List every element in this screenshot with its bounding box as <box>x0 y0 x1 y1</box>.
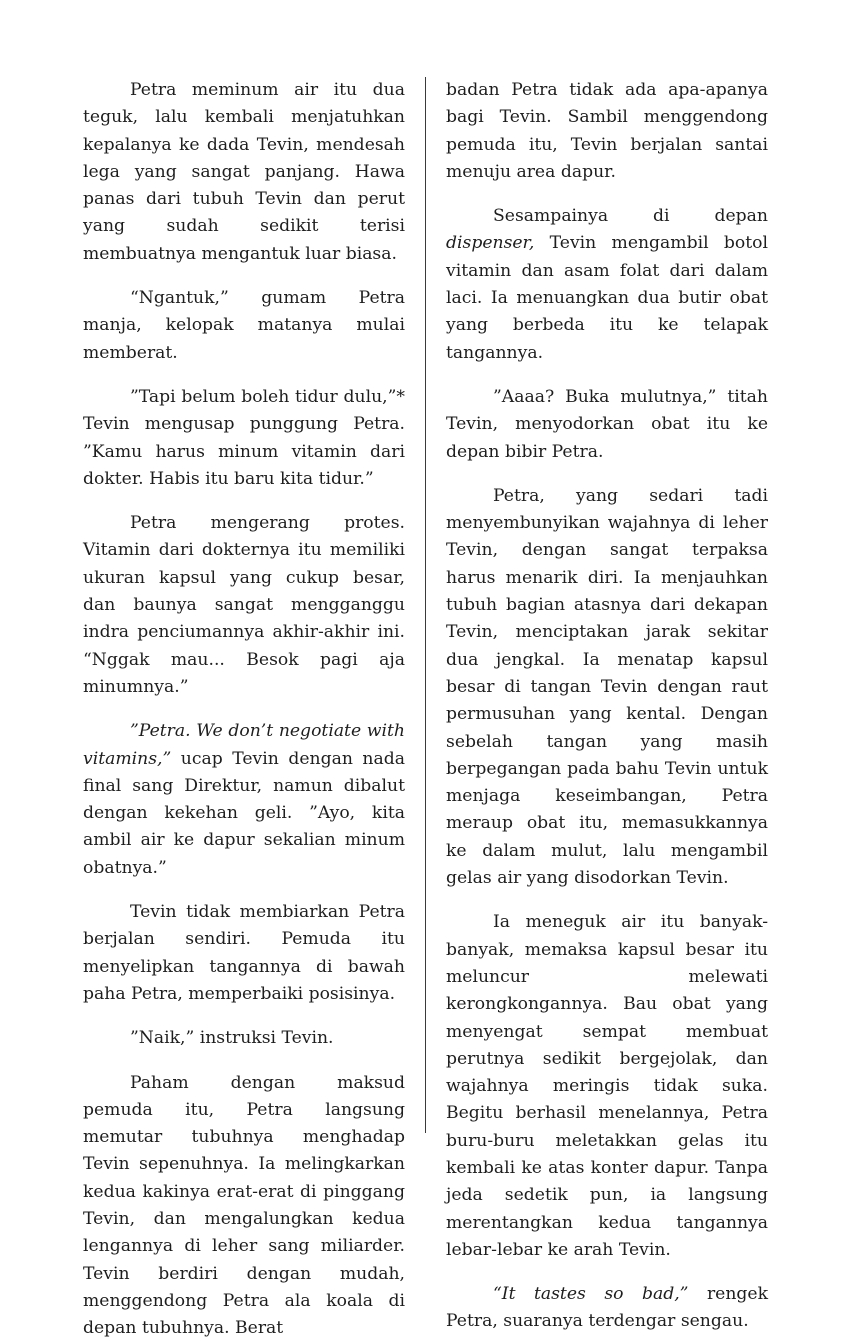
paragraph-text: Petra meminum air itu dua teguk, lalu kembali menjatuhkan kepalanya ke dada Tevin, mendesah lega yang sangat panjang. Hawa panas dari tubuh Tevin dan perut yang sudah sedikit terisi membuatnya mengantuk luar biasa. <box>83 80 405 264</box>
column-divider <box>425 77 426 1133</box>
left-column <box>83 77 405 1342</box>
paragraph <box>83 384 405 493</box>
paragraph <box>446 1281 768 1336</box>
paragraph-text: “Ngantuk,” gumam Petra manja, kelopak matanya mulai memberat. <box>83 288 405 363</box>
paragraph-text: Tevin tidak membiarkan Petra berjalan sendiri. Pemuda itu menyelipkan tangannya di bawah paha Petra, memperbaiki posisinya. <box>83 902 405 1004</box>
paragraph <box>83 1070 405 1342</box>
paragraph <box>446 483 768 892</box>
italic-dialogue: “It tastes so bad,” <box>493 1284 688 1304</box>
paragraph <box>446 384 768 466</box>
italic-word: dispenser, <box>446 233 534 253</box>
italic-dialogue: ”Petra. We don’t negotiate with vitamins,” <box>83 721 405 768</box>
paragraph <box>446 909 768 1264</box>
paragraph <box>83 899 405 1008</box>
paragraph-text: Sesampainya di depan <box>493 206 768 226</box>
paragraph-text: ucap Tevin dengan nada final sang Direktur, namun dibalut dengan kekehan geli. ”Ayo, kita ambil air ke dapur sekalian minum obatnya.” <box>83 749 405 878</box>
paragraph <box>83 77 405 268</box>
paragraph <box>83 285 405 367</box>
paragraph-text: ”Aaaa? Buka mulutnya,” titah Tevin, menyodorkan obat itu ke depan bibir Petra. <box>446 387 768 462</box>
paragraph-text: ”Naik,” instruksi Tevin. <box>130 1028 334 1048</box>
paragraph-text: rengek Petra, suaranya terdengar sengau. <box>446 1284 768 1331</box>
right-column <box>446 77 768 1336</box>
paragraph <box>83 1025 405 1052</box>
paragraph-text: Paham dengan maksud pemuda itu, Petra langsung memutar tubuhnya menghadap Tevin sepenuhnya. Ia melingkarkan kedua kakinya erat-erat di pinggang Tevin, dan mengalungkan kedua lengannya di leher sang miliarder. Tevin berdiri dengan mudah, menggendong Petra ala koala di depan tubuhnya. Berat <box>83 1073 405 1339</box>
paragraph-text: ”Tapi belum boleh tidur dulu,”* Tevin mengusap punggung Petra. ”Kamu harus minum vitamin dari dokter. Habis itu baru kita tidur.” <box>83 387 405 489</box>
paragraph-text: Tevin mengambil botol vitamin dan asam folat dari dalam laci. Ia menuangkan dua butir obat yang berbeda itu ke telapak tangannya. <box>446 233 768 362</box>
paragraph-text: Petra mengerang protes. Vitamin dari dokternya itu memiliki ukuran kapsul yang cukup besar, dan baunya sangat mengganggu indra penciumannya akhir-akhir ini. “Nggak mau... Besok pagi aja minumnya.” <box>83 513 405 697</box>
paragraph-text: Ia meneguk air itu banyak-banyak, memaksa kapsul besar itu meluncur melewati kerongkongannya. Bau obat yang menyengat sempat membuat perutnya sedikit bergejolak, dan wajahnya meringis tidak suka. Begitu berhasil menelannya, Petra buru-buru meletakkan gelas itu kembali ke atas konter dapur. Tanpa jeda sedetik pun, ia langsung merentangkan kedua tangannya lebar-lebar ke arah Tevin. <box>446 912 768 1260</box>
paragraph <box>83 510 405 701</box>
paragraph-continued <box>446 77 768 186</box>
paragraph <box>83 718 405 882</box>
paragraph-text: badan Petra tidak ada apa-apanya bagi Tevin. Sambil menggendong pemuda itu, Tevin berjalan santai menuju area dapur. <box>446 80 768 182</box>
paragraph-text: Petra, yang sedari tadi menyembunyikan wajahnya di leher Tevin, dengan sangat terpaksa harus menarik diri. Ia menjauhkan tubuh bagian atasnya dari dekapan Tevin, menciptakan jarak sekitar dua jengkal. Ia menatap kapsul besar di tangan Tevin dengan raut permusuhan yang kental. Dengan sebelah tangan yang masih berpegangan pada bahu Tevin untuk menjaga keseimbangan, Petra meraup obat itu, memasukkannya ke dalam mulut, lalu mengambil gelas air yang disodorkan Tevin. <box>446 486 768 888</box>
paragraph <box>446 203 768 367</box>
